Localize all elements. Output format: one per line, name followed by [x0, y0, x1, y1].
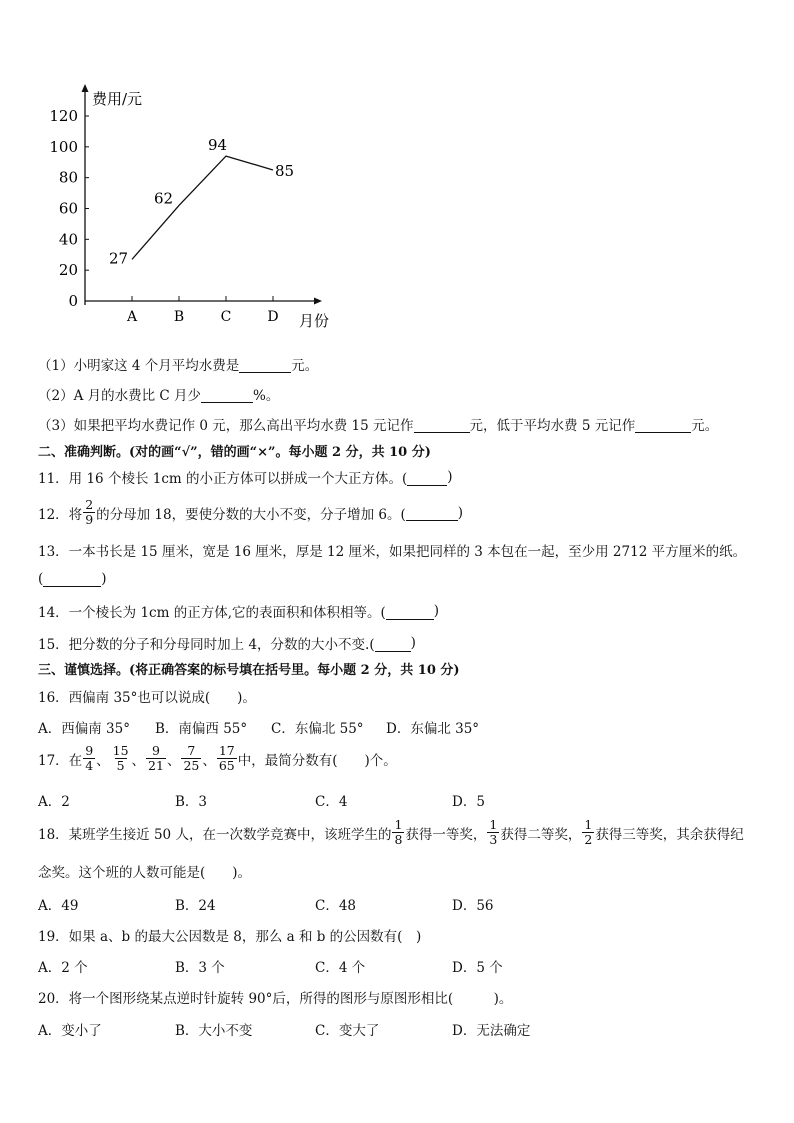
sub-question-2-unit: %。 — [253, 388, 280, 404]
fraction — [83, 744, 95, 773]
option-c[interactable]: C．4 个 — [315, 960, 366, 976]
fraction-numerator: 9 — [152, 743, 160, 758]
fraction — [487, 818, 499, 847]
question-15-text: 15．把分数的分子和分母同时加上 4，分数的大小不变.( — [38, 637, 375, 653]
y-axis-label: 费用/元 — [92, 90, 143, 108]
sub-question-3-unit: 元。 — [691, 418, 719, 434]
close-paren: ) — [410, 635, 416, 651]
sub-question-1 — [38, 354, 774, 374]
question-11-text: 11．用 16 个棱长 1cm 的小正方体可以拼成一个大正方体。( — [38, 471, 408, 487]
x-tick-label: C — [220, 309, 232, 325]
question-14 — [38, 601, 774, 621]
x-tick-label: D — [267, 309, 279, 325]
answer-blank[interactable] — [407, 469, 447, 486]
fraction — [582, 818, 594, 847]
y-tick-label: 60 — [58, 199, 78, 218]
option-a[interactable]: A．变小了 — [38, 1023, 102, 1039]
question-13-answer — [38, 570, 774, 587]
y-tick-label: 120 — [49, 107, 78, 125]
fraction — [217, 744, 237, 773]
section-3-title: 三、谨慎选择。(将正确答案的标号填在括号里。每小题 2 分，共 10 分) — [38, 663, 460, 678]
fraction — [83, 498, 95, 527]
separator: 、 — [96, 752, 110, 769]
option-d[interactable]: D．无法确定 — [452, 1023, 531, 1039]
answer-blank[interactable] — [414, 416, 470, 433]
separator: 、 — [202, 752, 216, 769]
y-tick-label: 80 — [58, 168, 78, 187]
answer-blank[interactable] — [375, 635, 411, 652]
close-paren: ) — [457, 504, 464, 521]
fraction-numerator: 9 — [85, 743, 94, 758]
question-17 — [38, 744, 774, 773]
option-a[interactable]: A．2 — [38, 794, 70, 810]
fraction — [181, 744, 201, 773]
data-label: 94 — [208, 136, 228, 155]
answer-blank[interactable] — [386, 603, 434, 620]
close-paren: ) — [447, 469, 453, 485]
sub-question-3-text: （3）如果把平均水费记作 0 元，那么高出平均水费 15 元记作 — [38, 418, 414, 434]
y-tick-label: 100 — [49, 137, 78, 156]
answer-blank[interactable] — [406, 504, 458, 521]
question-18-mid1: 获得一等奖， — [405, 826, 487, 843]
separator: 、 — [131, 752, 146, 769]
option-d[interactable]: D．5 个 — [452, 960, 503, 976]
option-a[interactable]: A．2 个 — [38, 960, 88, 976]
question-18-mid2: 获得二等奖， — [500, 826, 582, 843]
sub-question-1-text: （1）小明家这 4 个月平均水费是 — [38, 358, 240, 374]
answer-blank[interactable] — [635, 416, 691, 433]
sub-question-3-mid: 元，低于平均水费 5 元记作 — [469, 418, 636, 434]
question-17-post: 中，最简分数有( )个。 — [237, 752, 397, 769]
question-14-text: 14．一个棱长为 1cm 的正方体,它的表面积和体积相等。( — [38, 605, 386, 621]
option-c[interactable]: C．变大了 — [315, 1023, 380, 1039]
line-chart — [40, 82, 400, 332]
data-label: 27 — [109, 249, 129, 268]
fraction-denominator: 9 — [85, 512, 94, 527]
y-axis — [82, 84, 89, 305]
answer-blank[interactable] — [201, 386, 253, 403]
x-axis — [85, 298, 322, 305]
fraction-numerator: 15 — [112, 743, 129, 758]
question-12-pre: 12．将 — [38, 506, 83, 523]
question-13-text: 13．一本书长是 15 厘米，宽是 16 厘米，厚是 12 厘米，如果把同样的 3 本包在一起，至少用 2712 平方厘米的纸。 — [38, 544, 747, 560]
separator: 、 — [166, 752, 181, 769]
question-18 — [38, 818, 774, 847]
fraction-denominator: 5 — [116, 758, 125, 773]
question-15 — [38, 633, 774, 653]
fraction — [146, 744, 166, 773]
fraction-numerator: 7 — [187, 743, 196, 758]
question-12-post: 的分母加 18，要使分数的大小不变，分子增加 6。( — [96, 506, 406, 523]
option-c[interactable]: C．东偏北 55° — [271, 721, 364, 737]
open-paren: ( — [38, 570, 44, 587]
data-label: 62 — [154, 189, 174, 208]
fraction — [111, 744, 131, 773]
fraction-numerator: 1 — [394, 817, 403, 832]
option-d[interactable]: D．56 — [452, 898, 494, 914]
option-c[interactable]: C．48 — [315, 898, 357, 914]
fraction-denominator: 21 — [148, 758, 164, 773]
series-line — [132, 156, 273, 259]
question-18-pre: 18．某班学生接近 50 人，在一次数学竞赛中，该班学生的 — [38, 826, 392, 843]
fraction-denominator: 4 — [85, 758, 94, 773]
option-d[interactable]: D．东偏北 35° — [386, 721, 480, 737]
x-axis-label: 月份 — [299, 312, 330, 330]
option-a[interactable]: A．西偏南 35° — [38, 721, 130, 737]
data-label: 85 — [275, 161, 295, 180]
fraction-denominator: 65 — [218, 758, 235, 773]
question-18-line2: 念奖。这个班的人数可能是( )。 — [38, 865, 252, 881]
section-2-title: 二、准确判断。(对的画“√”，错的画“×”。每小题 2 分，共 10 分) — [38, 445, 431, 460]
fraction-denominator: 2 — [584, 832, 593, 847]
answer-blank[interactable] — [239, 356, 291, 373]
option-a[interactable]: A．49 — [38, 898, 79, 914]
x-tick-label: A — [126, 309, 138, 325]
close-paren: ) — [433, 603, 440, 619]
question-18-post: 获得三等奖，其余获得纪 — [595, 826, 744, 843]
fraction-denominator: 25 — [183, 758, 200, 773]
option-b[interactable]: B．大小不变 — [175, 1023, 253, 1039]
question-16: 16．西偏南 35°也可以说成( )。 — [38, 690, 256, 706]
option-d[interactable]: D．5 — [452, 794, 485, 810]
fraction-numerator: 1 — [584, 817, 593, 832]
sub-question-3 — [38, 414, 774, 434]
question-17-pre: 17．在 — [38, 752, 83, 769]
option-b[interactable]: B．3 个 — [175, 960, 225, 976]
question-11 — [38, 467, 774, 487]
option-b[interactable]: B．南偏西 55° — [155, 721, 248, 737]
fraction-numerator: 1 — [489, 817, 498, 832]
sub-question-1-unit: 元。 — [291, 358, 319, 374]
fraction-numerator: 17 — [218, 743, 235, 758]
fraction-numerator: 2 — [85, 497, 94, 512]
fraction — [392, 818, 404, 847]
question-19: 19．如果 a、b 的最大公因数是 8，那么 a 和 b 的公因数有( ) — [38, 929, 422, 945]
option-c[interactable]: C．4 — [315, 794, 348, 810]
close-paren: ) — [101, 570, 107, 587]
fraction-denominator: 3 — [489, 832, 498, 847]
answer-blank[interactable] — [43, 570, 101, 587]
option-b[interactable]: B．24 — [175, 898, 216, 914]
x-tick-label: B — [173, 309, 185, 325]
question-12 — [38, 498, 774, 527]
y-tick-label: 0 — [68, 292, 78, 310]
y-tick-label: 40 — [58, 230, 78, 249]
question-20: 20．将一个图形绕某点逆时针旋转 90°后，所得的图形与原图形相比( )。 — [38, 991, 513, 1007]
sub-question-2 — [38, 384, 774, 404]
sub-question-2-text: （2）A 月的水费比 C 月少 — [38, 388, 202, 404]
fraction-denominator: 8 — [394, 832, 403, 847]
question-13 — [38, 540, 774, 560]
y-tick-label: 20 — [58, 261, 78, 280]
option-b[interactable]: B．3 — [175, 794, 208, 810]
